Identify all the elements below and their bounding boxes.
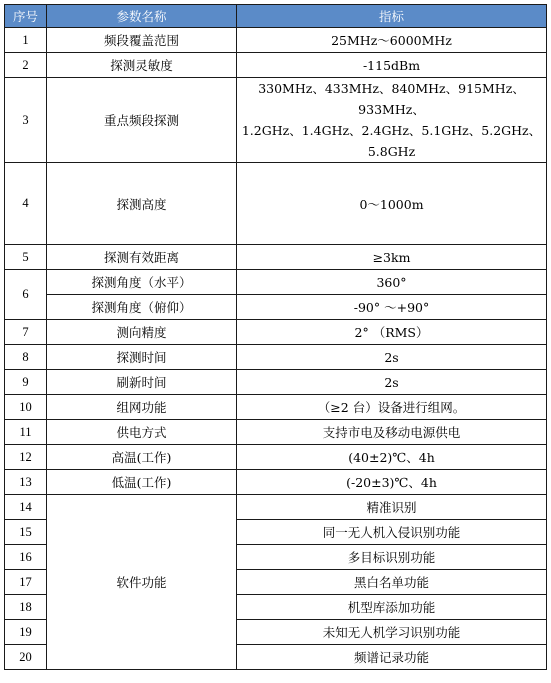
spec-line: 330MHz、433MHz、840MHz、915MHz、 933MHz、 [258, 81, 525, 117]
row-index: 10 [5, 395, 47, 420]
table-row [5, 270, 547, 295]
row-index: 17 [5, 570, 47, 595]
row-param: 重点频段探测 [47, 78, 237, 163]
row-param: 测向精度 [47, 320, 237, 345]
row-spec: 360° [237, 270, 547, 295]
table-row [5, 163, 547, 245]
row-index: 15 [5, 520, 47, 545]
table-row [5, 420, 547, 445]
row-spec: 机型库添加功能 [237, 595, 547, 620]
row-spec: -90° ～+90° [237, 295, 547, 320]
row-spec: 2° （RMS） [237, 320, 547, 345]
row-param: 探测高度 [47, 163, 237, 245]
table-row [5, 495, 547, 520]
row-param: 探测有效距离 [47, 245, 237, 270]
row-index: 13 [5, 470, 47, 495]
table-row [5, 320, 547, 345]
row-index: 9 [5, 370, 47, 395]
table-row [5, 295, 547, 320]
row-param: 高温(工作) [47, 445, 237, 470]
row-spec: 2s [237, 370, 547, 395]
row-param: 探测角度（水平） [47, 270, 237, 295]
row-spec: （≥2 台）设备进行组网。 [237, 395, 547, 420]
table-row [5, 470, 547, 495]
row-param: 探测角度（俯仰） [47, 295, 237, 320]
row-index: 11 [5, 420, 47, 445]
row-index: 18 [5, 595, 47, 620]
row-index: 12 [5, 445, 47, 470]
row-index: 5 [5, 245, 47, 270]
row-index: 4 [5, 163, 47, 245]
row-param: 低温(工作) [47, 470, 237, 495]
row-spec: 支持市电及移动电源供电 [237, 420, 547, 445]
row-param: 供电方式 [47, 420, 237, 445]
header-index: 序号 [5, 5, 47, 28]
row-index: 19 [5, 620, 47, 645]
header-param: 参数名称 [47, 5, 237, 28]
table-row [5, 245, 547, 270]
row-index: 6 [5, 270, 47, 320]
table-row [5, 445, 547, 470]
row-index: 20 [5, 645, 47, 670]
row-index: 16 [5, 545, 47, 570]
row-spec: 频谱记录功能 [237, 645, 547, 670]
row-param: 探测灵敏度 [47, 53, 237, 78]
row-spec: ≥3km [237, 245, 547, 270]
table-row [5, 53, 547, 78]
row-spec: 精准识别 [237, 495, 547, 520]
row-spec: -115dBm [237, 53, 547, 78]
row-index: 14 [5, 495, 47, 520]
row-spec: 0～1000m [237, 163, 547, 245]
row-index: 2 [5, 53, 47, 78]
row-index: 1 [5, 28, 47, 53]
row-spec: 2s [237, 345, 547, 370]
row-index: 3 [5, 78, 47, 163]
row-index: 8 [5, 345, 47, 370]
row-spec: (40±2)℃、4h [237, 445, 547, 470]
row-param: 组网功能 [47, 395, 237, 420]
row-spec: 未知无人机学习识别功能 [237, 620, 547, 645]
row-param: 频段覆盖范围 [47, 28, 237, 53]
table-row [5, 395, 547, 420]
row-spec: 多目标识别功能 [237, 545, 547, 570]
row-spec: 同一无人机入侵识别功能 [237, 520, 547, 545]
table-row [5, 345, 547, 370]
row-param: 探测时间 [47, 345, 237, 370]
header-row [5, 5, 547, 28]
row-index: 7 [5, 320, 47, 345]
row-param: 刷新时间 [47, 370, 237, 395]
row-spec: (-20±3)℃、4h [237, 470, 547, 495]
spec-table [4, 4, 547, 670]
header-spec: 指标 [237, 5, 547, 28]
spec-line: 1.2GHz、1.4GHz、2.4GHz、5.1GHz、5.2GHz、5.8GHz [241, 123, 542, 159]
table-row [5, 78, 547, 163]
table-row [5, 370, 547, 395]
table-row [5, 28, 547, 53]
row-spec [237, 78, 547, 163]
row-spec: 25MHz～6000MHz [237, 28, 547, 53]
row-param-software: 软件功能 [47, 495, 237, 670]
row-spec: 黑白名单功能 [237, 570, 547, 595]
